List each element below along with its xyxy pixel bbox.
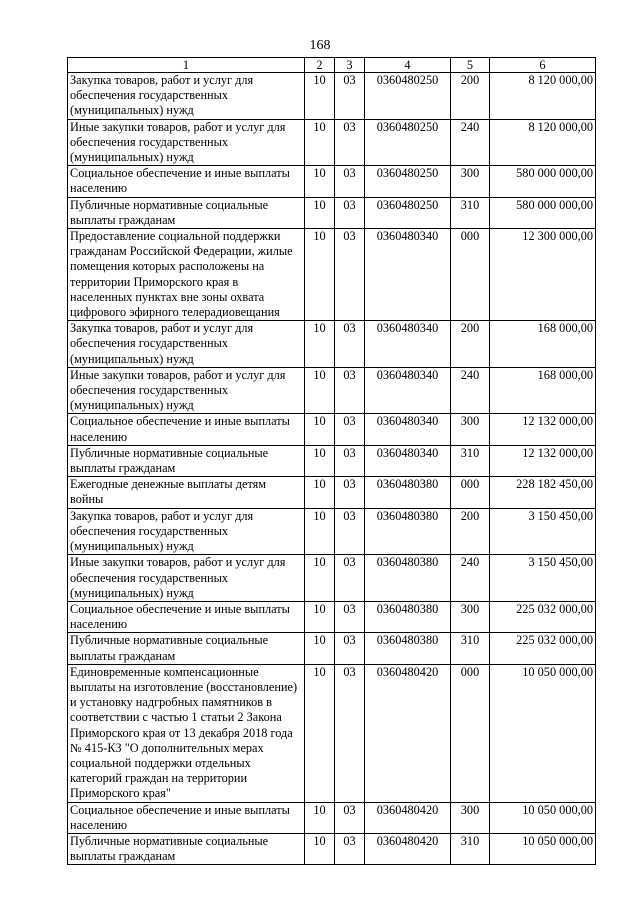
row-section-code: 10: [305, 367, 335, 414]
row-subsection-code: 03: [335, 321, 365, 368]
row-section-code: 10: [305, 508, 335, 555]
row-expense-type-code: 310: [451, 445, 490, 476]
row-expense-type-code: 310: [451, 633, 490, 664]
table-row: [68, 833, 596, 864]
row-name: Социальное обеспечение и иные выплаты населению: [68, 601, 305, 632]
row-expense-type-code: 310: [451, 197, 490, 228]
row-amount: 12 132 000,00: [490, 445, 596, 476]
row-amount: 225 032 000,00: [490, 633, 596, 664]
row-section-code: 10: [305, 802, 335, 833]
table-row: [68, 802, 596, 833]
row-name: Единовременные компенсационные выплаты на изготовление (восстановление) и установку надгробных памятников в соответствии с частью 1 статьи 2 Закона Приморского края от 13 декабря 2018 года № 415-КЗ "О дополнительных мерах социальной поддержки отдельных категорий граждан на территории Приморского края": [68, 664, 305, 802]
table-row: [68, 166, 596, 197]
row-name: Иные закупки товаров, работ и услуг для обеспечения государственных (муниципальных) нужд: [68, 367, 305, 414]
row-subsection-code: 03: [335, 119, 365, 166]
row-target-article-code: 0360480380: [365, 633, 451, 664]
row-expense-type-code: 300: [451, 414, 490, 445]
row-name: Публичные нормативные социальные выплаты гражданам: [68, 633, 305, 664]
table-row: [68, 664, 596, 802]
row-target-article-code: 0360480250: [365, 73, 451, 120]
row-subsection-code: 03: [335, 633, 365, 664]
row-target-article-code: 0360480340: [365, 229, 451, 321]
row-target-article-code: 0360480250: [365, 197, 451, 228]
column-header: 2: [305, 58, 335, 73]
row-subsection-code: 03: [335, 802, 365, 833]
row-subsection-code: 03: [335, 664, 365, 802]
row-amount: 10 050 000,00: [490, 664, 596, 802]
row-target-article-code: 0360480340: [365, 321, 451, 368]
row-amount: 168 000,00: [490, 367, 596, 414]
table-row: [68, 73, 596, 120]
row-section-code: 10: [305, 73, 335, 120]
table-row: [68, 601, 596, 632]
row-expense-type-code: 000: [451, 229, 490, 321]
row-target-article-code: 0360480380: [365, 508, 451, 555]
row-subsection-code: 03: [335, 73, 365, 120]
row-subsection-code: 03: [335, 477, 365, 508]
row-expense-type-code: 200: [451, 73, 490, 120]
row-name: Иные закупки товаров, работ и услуг для обеспечения государственных (муниципальных) нужд: [68, 555, 305, 602]
row-expense-type-code: 240: [451, 555, 490, 602]
row-subsection-code: 03: [335, 229, 365, 321]
row-section-code: 10: [305, 321, 335, 368]
row-expense-type-code: 300: [451, 601, 490, 632]
row-amount: 10 050 000,00: [490, 802, 596, 833]
row-subsection-code: 03: [335, 508, 365, 555]
row-target-article-code: 0360480420: [365, 833, 451, 864]
column-header: 3: [335, 58, 365, 73]
row-section-code: 10: [305, 166, 335, 197]
column-header: 1: [68, 58, 305, 73]
row-expense-type-code: 000: [451, 664, 490, 802]
row-name: Закупка товаров, работ и услуг для обеспечения государственных (муниципальных) нужд: [68, 321, 305, 368]
row-name: Закупка товаров, работ и услуг для обеспечения государственных (муниципальных) нужд: [68, 73, 305, 120]
row-expense-type-code: 300: [451, 802, 490, 833]
row-target-article-code: 0360480380: [365, 477, 451, 508]
table-row: [68, 367, 596, 414]
table-row: [68, 477, 596, 508]
row-amount: 168 000,00: [490, 321, 596, 368]
row-section-code: 10: [305, 601, 335, 632]
budget-table: [67, 57, 596, 865]
row-amount: 12 132 000,00: [490, 414, 596, 445]
row-target-article-code: 0360480250: [365, 166, 451, 197]
row-section-code: 10: [305, 555, 335, 602]
row-subsection-code: 03: [335, 445, 365, 476]
row-amount: 8 120 000,00: [490, 73, 596, 120]
row-amount: 12 300 000,00: [490, 229, 596, 321]
row-target-article-code: 0360480340: [365, 367, 451, 414]
row-section-code: 10: [305, 664, 335, 802]
table-row: [68, 508, 596, 555]
row-amount: 8 120 000,00: [490, 119, 596, 166]
row-name: Предоставление социальной поддержки гражданам Российской Федерации, жилые помещения которых расположены на территории Приморского края в населенных пунктах вне зоны охвата цифрового эфирного телерадиовещания: [68, 229, 305, 321]
row-name: Ежегодные денежные выплаты детям войны: [68, 477, 305, 508]
row-amount: 228 182 450,00: [490, 477, 596, 508]
row-expense-type-code: 000: [451, 477, 490, 508]
column-header: 4: [365, 58, 451, 73]
row-subsection-code: 03: [335, 414, 365, 445]
table-row: [68, 197, 596, 228]
row-name: Социальное обеспечение и иные выплаты населению: [68, 166, 305, 197]
row-target-article-code: 0360480340: [365, 445, 451, 476]
table-row: [68, 414, 596, 445]
row-expense-type-code: 240: [451, 367, 490, 414]
table-row: [68, 445, 596, 476]
row-subsection-code: 03: [335, 833, 365, 864]
row-amount: 3 150 450,00: [490, 555, 596, 602]
row-target-article-code: 0360480420: [365, 664, 451, 802]
table-row: [68, 229, 596, 321]
row-section-code: 10: [305, 414, 335, 445]
row-name: Публичные нормативные социальные выплаты гражданам: [68, 197, 305, 228]
row-section-code: 10: [305, 445, 335, 476]
row-name: Публичные нормативные социальные выплаты гражданам: [68, 445, 305, 476]
table-row: [68, 321, 596, 368]
row-expense-type-code: 310: [451, 833, 490, 864]
row-section-code: 10: [305, 833, 335, 864]
row-amount: 580 000 000,00: [490, 166, 596, 197]
row-target-article-code: 0360480250: [365, 119, 451, 166]
row-subsection-code: 03: [335, 197, 365, 228]
table-body: [68, 73, 596, 865]
row-name: Иные закупки товаров, работ и услуг для обеспечения государственных (муниципальных) нужд: [68, 119, 305, 166]
table-row: [68, 119, 596, 166]
row-expense-type-code: 300: [451, 166, 490, 197]
header-row: [68, 58, 596, 73]
page-number: 168: [309, 38, 331, 53]
row-expense-type-code: 240: [451, 119, 490, 166]
row-section-code: 10: [305, 633, 335, 664]
row-amount: 580 000 000,00: [490, 197, 596, 228]
row-subsection-code: 03: [335, 367, 365, 414]
row-name: Социальное обеспечение и иные выплаты населению: [68, 414, 305, 445]
row-target-article-code: 0360480340: [365, 414, 451, 445]
row-target-article-code: 0360480420: [365, 802, 451, 833]
table-row: [68, 633, 596, 664]
row-amount: 225 032 000,00: [490, 601, 596, 632]
row-expense-type-code: 200: [451, 321, 490, 368]
row-target-article-code: 0360480380: [365, 555, 451, 602]
row-name: Закупка товаров, работ и услуг для обеспечения государственных (муниципальных) нужд: [68, 508, 305, 555]
row-section-code: 10: [305, 119, 335, 166]
column-header: 5: [451, 58, 490, 73]
row-subsection-code: 03: [335, 601, 365, 632]
row-subsection-code: 03: [335, 166, 365, 197]
table-row: [68, 555, 596, 602]
row-target-article-code: 0360480380: [365, 601, 451, 632]
row-expense-type-code: 200: [451, 508, 490, 555]
row-name: Социальное обеспечение и иные выплаты населению: [68, 802, 305, 833]
row-subsection-code: 03: [335, 555, 365, 602]
row-amount: 10 050 000,00: [490, 833, 596, 864]
row-name: Публичные нормативные социальные выплаты гражданам: [68, 833, 305, 864]
row-section-code: 10: [305, 477, 335, 508]
row-section-code: 10: [305, 229, 335, 321]
row-amount: 3 150 450,00: [490, 508, 596, 555]
row-section-code: 10: [305, 197, 335, 228]
column-header: 6: [490, 58, 596, 73]
